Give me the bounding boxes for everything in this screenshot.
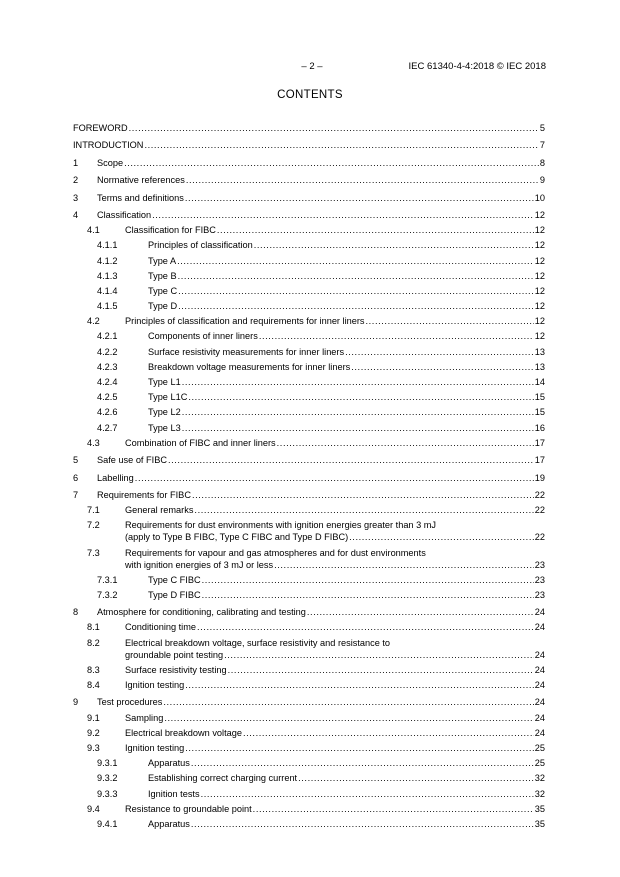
toc-entry-number: 2 (73, 175, 79, 186)
toc-entry-title: Surface resistivity testing (125, 664, 227, 675)
toc-entry[interactable] (73, 315, 545, 327)
toc-entry-title: Breakdown voltage measurements for inner liners (148, 361, 351, 372)
dot-leader (351, 361, 534, 373)
toc-entry-number: 7.3.1 (97, 574, 118, 585)
toc-entry[interactable] (73, 192, 545, 204)
toc-entry-number: 8.2 (87, 637, 100, 648)
toc-entry[interactable] (73, 621, 545, 633)
toc-entry[interactable] (73, 489, 545, 501)
toc-entry-title: Type A (148, 255, 177, 266)
toc-entry-page: 17 (534, 455, 545, 466)
toc-entry[interactable] (73, 406, 545, 418)
toc-entry-title: Type L1C (148, 392, 188, 403)
toc-entry[interactable] (73, 547, 545, 571)
dot-leader (191, 757, 534, 769)
toc-entry-page: 32 (534, 788, 545, 799)
toc-entry[interactable] (73, 772, 545, 784)
dot-leader (178, 270, 534, 282)
toc-entry-number: 9.3.2 (97, 773, 118, 784)
dot-leader (224, 649, 534, 661)
toc-entry-number: 4 (73, 209, 79, 220)
dot-leader (188, 391, 533, 403)
toc-entry-title: Ignition testing (125, 680, 185, 691)
toc-entry-page: 24 (534, 712, 545, 723)
toc-entry-page: 12 (534, 255, 545, 266)
toc-entry[interactable] (73, 574, 545, 586)
toc-entry[interactable] (73, 679, 545, 691)
toc-entry-title: Atmosphere for conditioning, calibrating and testing (97, 607, 306, 618)
toc-entry-number: 4.1.5 (97, 301, 118, 312)
toc-entry[interactable] (73, 224, 545, 236)
dot-leader (124, 157, 539, 169)
toc-entry-page: 5 (539, 123, 545, 133)
toc-entry-number: 6 (73, 472, 79, 483)
page-title: CONTENTS (277, 89, 343, 101)
toc-entry-number: 4.2.3 (97, 361, 118, 372)
toc-entry-title: Type L1 (148, 377, 181, 388)
toc-entry-number: 4.1 (87, 225, 100, 236)
toc-entry-title: Requirements for vapour and gas atmospheres and for dust environments (125, 547, 426, 558)
toc-entry[interactable] (73, 742, 545, 754)
toc-entry-page: 12 (534, 270, 545, 281)
toc-entry-title: Principles of classification (148, 240, 253, 251)
toc-entry-title: INTRODUCTION (73, 140, 144, 151)
toc-entry[interactable] (73, 504, 545, 516)
toc-entry-title: Apparatus (148, 758, 190, 769)
toc-entry-number: 8.3 (87, 664, 100, 675)
dot-leader (202, 589, 534, 601)
toc-entry-page: 17 (534, 437, 545, 448)
dot-leader (349, 531, 534, 543)
dot-leader (345, 346, 534, 358)
toc-entry-title: Labelling (97, 472, 134, 483)
toc-entry-title: Terms and definitions (97, 192, 184, 203)
toc-entry-number: 3 (73, 192, 79, 203)
toc-entry-title: Ignition testing (125, 742, 185, 753)
dot-leader (298, 772, 534, 784)
toc-entry-page: 23 (534, 559, 545, 570)
toc-entry-page: 35 (534, 803, 545, 814)
toc-entry-page: 12 (534, 225, 545, 236)
toc-entry-number: 8.4 (87, 680, 100, 691)
toc-entry-title: Resistance to groundable point (125, 803, 252, 814)
toc-entry-number: 7.1 (87, 505, 100, 516)
toc-entry-number: 9.3 (87, 742, 100, 753)
table-of-contents (73, 122, 545, 830)
dot-leader (185, 679, 534, 691)
toc-entry[interactable] (73, 696, 545, 708)
dot-leader (259, 330, 534, 342)
dot-leader (144, 139, 538, 151)
toc-entry[interactable] (73, 788, 545, 800)
dot-leader (163, 696, 533, 708)
toc-entry-title: groundable point testing (125, 649, 224, 660)
toc-entry-number: 9.1 (87, 712, 100, 723)
toc-entry[interactable] (73, 157, 545, 169)
toc-entry-page: 12 (534, 285, 545, 296)
dot-leader (185, 192, 534, 204)
toc-entry-page: 24 (534, 680, 545, 691)
toc-entry-title: (apply to Type B FIBC, Type C FIBC and Type D FIBC) (125, 532, 349, 543)
dot-leader (194, 504, 533, 516)
toc-entry-page: 23 (534, 589, 545, 600)
toc-entry-page: 12 (534, 316, 545, 327)
dot-leader (277, 437, 534, 449)
toc-entry-page: 23 (534, 574, 545, 585)
toc-entry[interactable] (73, 255, 545, 267)
toc-entry[interactable] (73, 727, 545, 739)
toc-entry-number: 4.1.3 (97, 270, 118, 281)
toc-entry-page: 32 (534, 773, 545, 784)
toc-entry[interactable] (73, 472, 545, 484)
toc-entry-page: 8 (539, 157, 545, 168)
dot-leader (168, 454, 534, 466)
dot-leader (254, 239, 534, 251)
dot-leader (152, 209, 534, 221)
toc-entry-page: 13 (534, 346, 545, 357)
toc-entry-title: Safe use of FIBC (97, 455, 167, 466)
toc-entry-page: 22 (534, 532, 545, 543)
toc-entry-title: Apparatus (148, 818, 190, 829)
toc-entry-number: 4.1.4 (97, 285, 118, 296)
toc-entry-page: 22 (534, 489, 545, 500)
toc-entry-title: General remarks (125, 505, 194, 516)
document-id: IEC 61340-4-4:2018 © IEC 2018 (408, 61, 546, 72)
toc-entry-title: Normative references (97, 175, 185, 186)
toc-entry[interactable] (73, 300, 545, 312)
toc-entry-number: 4.2 (87, 316, 100, 327)
toc-entry-title: Test procedures (97, 697, 163, 708)
dot-leader (178, 300, 534, 312)
toc-entry-title: FOREWORD (73, 123, 128, 133)
toc-entry[interactable] (73, 139, 545, 151)
toc-entry-number: 5 (73, 455, 79, 466)
toc-entry-title: Type D (148, 301, 178, 312)
toc-entry[interactable] (73, 437, 545, 449)
toc-entry-title: Type D FIBC (148, 589, 201, 600)
toc-entry[interactable] (73, 422, 545, 434)
toc-entry[interactable] (73, 376, 545, 388)
toc-entry-number: 9.4 (87, 803, 100, 814)
toc-entry[interactable] (73, 346, 545, 358)
dot-leader (182, 406, 534, 418)
toc-entry-title: Surface resistivity measurements for inner liners (148, 346, 345, 357)
dot-leader (185, 742, 534, 754)
toc-entry[interactable] (73, 664, 545, 676)
dot-leader (182, 376, 534, 388)
dot-leader (243, 727, 534, 739)
toc-entry-number: 4.2.1 (97, 331, 118, 342)
toc-entry-title: Establishing correct charging current (148, 773, 298, 784)
toc-entry-title: Components of inner liners (148, 331, 258, 342)
toc-entry-number: 4.2.4 (97, 377, 118, 388)
toc-entry-number: 8.1 (87, 622, 100, 633)
toc-entry-page: 24 (534, 649, 545, 660)
dot-leader (182, 422, 534, 434)
dot-leader (274, 559, 534, 571)
toc-entry-number: 4.2.5 (97, 392, 118, 403)
toc-entry-number: 9.2 (87, 727, 100, 738)
toc-entry[interactable] (73, 803, 545, 815)
toc-entry-number: 7.3.2 (97, 589, 118, 600)
toc-entry-page: 24 (534, 622, 545, 633)
toc-entry[interactable] (73, 589, 545, 601)
toc-entry-title: Type B (148, 270, 177, 281)
toc-entry-number: 4.2.7 (97, 422, 118, 433)
toc-entry-title: Classification for FIBC (125, 225, 216, 236)
toc-entry-title: Type L2 (148, 407, 181, 418)
toc-entry-title: Principles of classification and requirements for inner liners (125, 316, 365, 327)
toc-entry-number: 7 (73, 489, 79, 500)
toc-entry-page: 15 (534, 392, 545, 403)
dot-leader (178, 285, 534, 297)
dot-leader (228, 664, 534, 676)
toc-entry[interactable] (73, 519, 545, 543)
toc-entry-number: 4.2.2 (97, 346, 118, 357)
toc-entry-number: 4.2.6 (97, 407, 118, 418)
dot-leader (191, 818, 534, 830)
dot-leader (217, 224, 534, 236)
dot-leader (177, 255, 534, 267)
toc-entry[interactable] (73, 712, 545, 724)
toc-entry[interactable] (73, 391, 545, 403)
toc-entry-page: 12 (534, 331, 545, 342)
dot-leader (135, 472, 534, 484)
toc-entry[interactable] (73, 285, 545, 297)
toc-entry-title: Requirements for dust environments with ignition energies greater than 3 mJ (125, 520, 437, 531)
toc-entry-title: Sampling (125, 712, 164, 723)
toc-entry-title: Classification (97, 209, 152, 220)
toc-entry-page: 10 (534, 192, 545, 203)
toc-entry-page: 35 (534, 818, 545, 829)
toc-entry-number: 4.1.1 (97, 240, 118, 251)
toc-entry-page: 24 (534, 607, 545, 618)
toc-entry-page: 12 (534, 240, 545, 251)
dot-leader (192, 489, 534, 501)
toc-entry-title: Type C FIBC (148, 574, 201, 585)
toc-entry-page: 14 (534, 377, 545, 388)
toc-entry-page: 24 (534, 664, 545, 675)
dot-leader (366, 315, 534, 327)
toc-entry-number: 7.3 (87, 547, 100, 558)
toc-entry[interactable] (73, 270, 545, 282)
toc-entry[interactable] (73, 606, 545, 618)
toc-entry-number: 7.2 (87, 520, 100, 531)
dot-leader (186, 174, 539, 186)
toc-entry[interactable] (73, 209, 545, 221)
dot-leader (202, 574, 534, 586)
toc-entry[interactable] (73, 637, 545, 661)
dot-leader (307, 606, 534, 618)
toc-entry[interactable] (73, 122, 545, 134)
toc-entry-page: 15 (534, 407, 545, 418)
toc-entry-title: Ignition tests (148, 788, 200, 799)
toc-entry-page: 16 (534, 422, 545, 433)
toc-entry-page: 7 (539, 140, 545, 151)
toc-entry[interactable] (73, 174, 545, 186)
toc-entry[interactable] (73, 818, 545, 830)
toc-entry-title: Conditioning time (125, 622, 196, 633)
toc-entry-page: 22 (534, 505, 545, 516)
dot-leader (197, 621, 534, 633)
toc-entry-number: 9.3.1 (97, 758, 118, 769)
toc-entry-title: Combination of FIBC and inner liners (125, 437, 276, 448)
toc-entry-title: Type C (148, 285, 178, 296)
toc-entry-number: 4.3 (87, 437, 100, 448)
toc-entry-title: Electrical breakdown voltage (125, 727, 242, 738)
toc-entry-number: 4.1.2 (97, 255, 118, 266)
toc-entry-number: 1 (73, 157, 79, 168)
toc-entry-number: 8 (73, 607, 79, 618)
dot-leader (129, 122, 539, 134)
toc-entry-page: 12 (534, 301, 545, 312)
toc-entry-title: Electrical breakdown voltage, surface resistivity and resistance to (125, 637, 391, 648)
dot-leader (201, 788, 534, 800)
toc-entry-title: Requirements for FIBC (97, 489, 191, 500)
toc-entry-title: with ignition energies of 3 mJ or less (125, 559, 274, 570)
toc-entry-page: 13 (534, 361, 545, 372)
toc-entry[interactable] (73, 330, 545, 342)
toc-entry-title: Type L3 (148, 422, 181, 433)
dot-leader (253, 803, 534, 815)
toc-entry-title: Scope (97, 157, 124, 168)
toc-entry-number: 9.4.1 (97, 818, 118, 829)
toc-entry-number: 9.3.3 (97, 788, 118, 799)
toc-entry[interactable] (73, 454, 545, 466)
toc-entry-page: 24 (534, 727, 545, 738)
toc-entry-page: 25 (534, 742, 545, 753)
dot-leader (164, 712, 533, 724)
toc-entry-page: 12 (534, 209, 545, 220)
toc-entry[interactable] (73, 757, 545, 769)
toc-entry[interactable] (73, 361, 545, 373)
toc-entry-page: 9 (539, 175, 545, 186)
toc-entry-page: 19 (534, 472, 545, 483)
toc-entry[interactable] (73, 239, 545, 251)
toc-entry-page: 25 (534, 758, 545, 769)
toc-entry-number: 9 (73, 697, 79, 708)
page-number: – 2 – (301, 61, 323, 72)
toc-entry-page: 24 (534, 697, 545, 708)
